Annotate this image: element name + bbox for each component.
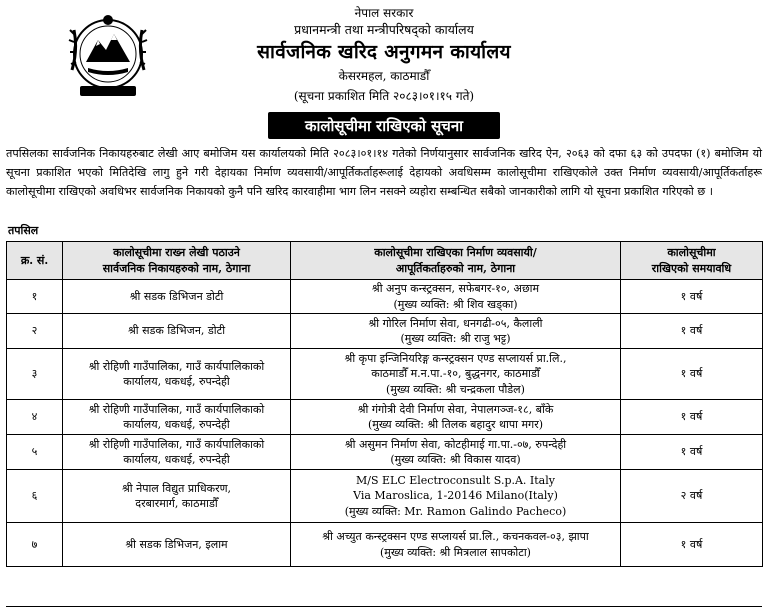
table-row — [7, 400, 763, 435]
firm-line: (मुख्य व्यक्ति: श्री चन्द्रकला पौडेल) — [386, 382, 525, 396]
row-period: १ वर्ष — [621, 314, 763, 349]
firm-line: श्री गोरिल निर्माण सेवा, धनगढी-०५, कैलाली — [368, 316, 543, 330]
intro-paragraph: तपसिलका सार्वजनिक निकायहरुबाट लेखी आए बमोजिम यस कार्यालयको मिति २०८३।०१।१४ गतेको निर्णयानुसार सार्वजनिक खरिद ऐन, २०६३ को दफा ६३ को उपदफा (१) बमोजिम यो सूचना प्रकाशित भएको मितिदेखि लागु हुने गरी देहायका निर्माण व्यवसायी/आपूर्तिकर्ताहरूलाई देहायको अवधिसम्म कालोसूचीमा राखिएकोले उक्त निर्माण व्यवसायी/आपूर्तिकर्ताहरू कालोसूचीमा राखिएको अवधिभर सार्वजनिक निकायको कुनै पनि खरिद कारवाहीमा भाग लिन नसक्ने व्यहोरा सम्बन्धित सबैको जानकारीको लागि यो सूचना प्रकाशित गरिएको छ । — [6, 147, 762, 198]
row-firm — [291, 435, 621, 470]
ministry-name: प्रधानमन्त्री तथा मन्त्रीपरिषद्को कार्यालय — [294, 22, 474, 37]
row-agency — [63, 400, 291, 435]
agency-line: कार्यालय, धकधई, रुपन्देही — [123, 418, 230, 431]
firm-line: M/S ELC Electroconsult S.p.A. Italy — [356, 473, 555, 487]
notice-banner: कालोसूचीमा राखिएको सूचना — [268, 112, 500, 139]
firm-line: (मुख्य व्यक्ति: श्री तिलक बहादुर थापा मगर) — [367, 418, 544, 431]
row-sn: ३ — [7, 349, 63, 400]
row-agency — [63, 523, 291, 567]
row-agency — [63, 314, 291, 349]
agency-line: श्री रोहिणी गाउँपालिका, गाउँ कार्यपालिकाको — [88, 359, 265, 373]
table-row — [7, 349, 763, 400]
row-period: १ वर्ष — [621, 400, 763, 435]
header-period: कालोसूचीमा राखिएको समयावधि — [621, 242, 763, 280]
notice-date: (सूचना प्रकाशित मिति २०८३।०१।१५ गते) — [293, 89, 475, 103]
firm-line: (मुख्य व्यक्ति: श्री विकास यादव) — [390, 453, 521, 466]
header-sn: क्र. सं. — [7, 242, 63, 280]
row-sn: ६ — [7, 470, 63, 523]
firm-line: (मुख्य व्यक्ति: Mr. Ramon Galindo Pacheco) — [344, 504, 567, 518]
table-row — [7, 435, 763, 470]
row-firm — [291, 314, 621, 349]
office-title: सार्वजनिक खरिद अनुगमन कार्यालय — [257, 41, 511, 63]
firm-line: (मुख्य व्यक्ति: श्री शिव खड्का) — [393, 297, 518, 311]
agency-line: दरबारमार्ग, काठमाडौँ — [135, 497, 218, 510]
agency-line: श्री रोहिणी गाउँपालिका, गाउँ कार्यपालिकाको — [88, 402, 265, 416]
row-firm — [291, 280, 621, 314]
row-agency — [63, 280, 291, 314]
row-period: १ वर्ष — [621, 280, 763, 314]
table-row — [7, 280, 763, 314]
row-agency — [63, 435, 291, 470]
firm-line: श्री गंगोत्री देवी निर्माण सेवा, नेपालगञ्ज-१८, बाँके — [357, 402, 554, 416]
government-name: नेपाल सरकार — [354, 6, 414, 20]
row-agency — [63, 349, 291, 400]
row-period: १ वर्ष — [621, 349, 763, 400]
table-row — [7, 470, 763, 523]
row-period: १ वर्ष — [621, 435, 763, 470]
row-firm — [291, 470, 621, 523]
office-location: केसरमहल, काठमाडौँ — [338, 69, 430, 83]
firm-line: श्री अच्युत कन्स्ट्रक्सन एण्ड सप्लायर्स प्रा.लि., कचनकवल-०३, झापा — [322, 530, 589, 543]
blacklist-table — [6, 241, 763, 567]
notice-header — [0, 0, 768, 140]
row-sn: १ — [7, 280, 63, 314]
firm-line: श्री असुमन निर्माण सेवा, कोटहीमाई गा.पा.-०७, रुपन्देही — [344, 437, 567, 451]
row-firm — [291, 400, 621, 435]
header-firm: कालोसूचीमा राखिएका निर्माण व्यवसायी/ आपूर्तिकर्ताहरुको नाम, ठेगाना — [291, 242, 621, 280]
section-label: तपसिल — [8, 224, 39, 237]
row-sn: ४ — [7, 400, 63, 435]
row-period: २ वर्ष — [621, 470, 763, 523]
firm-line: श्री कृपा इन्जिनियरिङ्ग कन्स्ट्रक्सन एण्ड सप्लायर्स प्रा.लि., — [344, 351, 567, 365]
agency-line: कार्यालय, धकधई, रुपन्देही — [123, 375, 230, 388]
agency-line: श्री नेपाल विद्युत प्राधिकरण, — [121, 481, 232, 495]
agency-line: श्री सडक डिभिजन, डोटी — [127, 324, 226, 338]
agency-line: कार्यालय, धकधई, रुपन्देही — [123, 453, 230, 466]
firm-line: (मुख्य व्यक्ति: श्री मित्रलाल सापकोटा) — [380, 545, 531, 559]
agency-line: श्री सडक डिभिजन डोटी — [129, 289, 224, 303]
row-period: १ वर्ष — [621, 523, 763, 567]
table-row — [7, 523, 763, 567]
row-firm — [291, 523, 621, 567]
row-firm — [291, 349, 621, 400]
row-sn: ७ — [7, 523, 63, 567]
agency-line: श्री रोहिणी गाउँपालिका, गाउँ कार्यपालिकाको — [88, 437, 265, 451]
header-agency: कालोसूचीमा राख्न लेखी पठाउने सार्वजनिक निकायहरुको नाम, ठेगाना — [63, 242, 291, 280]
firm-line: श्री अनुप कन्स्ट्रक्सन, सफेबगर-१०, अछाम — [371, 282, 540, 295]
firm-line: (मुख्य व्यक्ति: श्री राजु भट्ट) — [400, 332, 511, 345]
table-header-row — [7, 242, 763, 280]
row-sn: ५ — [7, 435, 63, 470]
row-agency — [63, 470, 291, 523]
firm-line: काठमाडौँ म.न.पा.-१०, बुद्धनगर, काठमाडौँ — [371, 367, 540, 381]
bottom-divider — [6, 606, 762, 607]
row-sn: २ — [7, 314, 63, 349]
firm-line: Via Maroslica, 1-20146 Milano(Italy) — [353, 489, 558, 503]
table-row — [7, 314, 763, 349]
agency-line: श्री सडक डिभिजन, इलाम — [125, 537, 228, 551]
